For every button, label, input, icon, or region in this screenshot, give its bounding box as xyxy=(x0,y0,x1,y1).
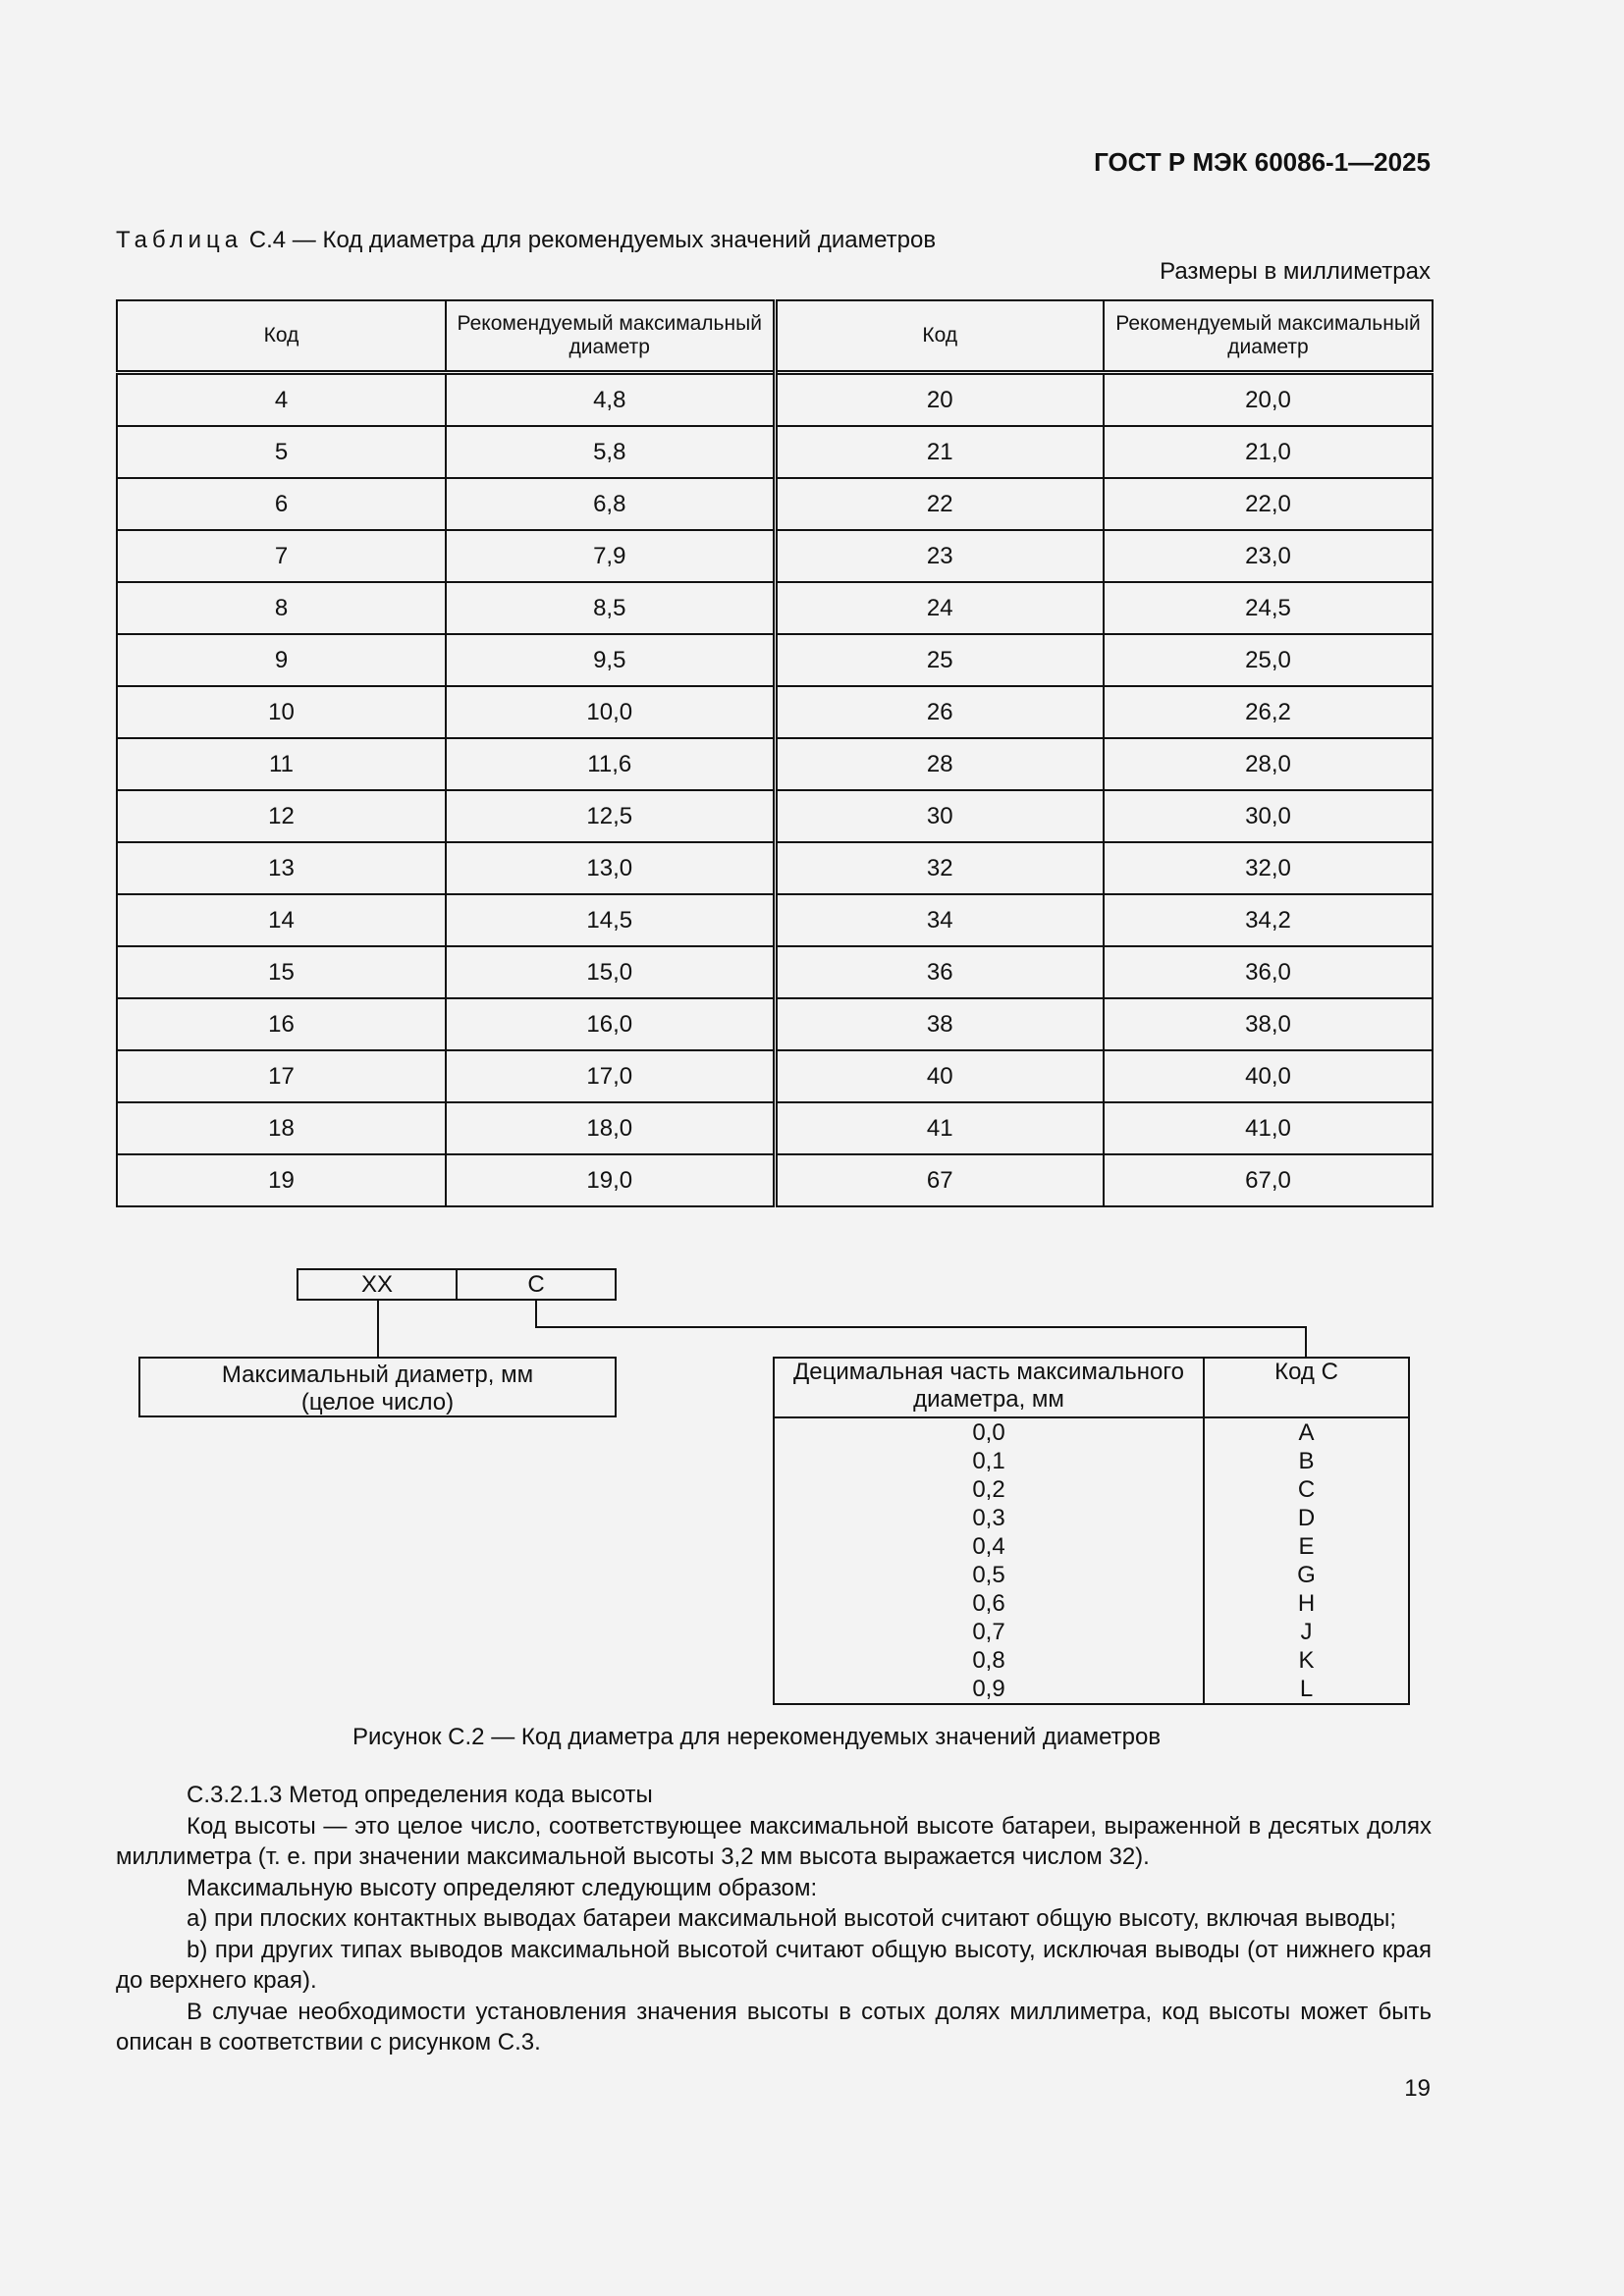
connector-line-right-down xyxy=(535,1300,537,1328)
table-row xyxy=(117,478,1433,530)
cell-diameter: 12,5 xyxy=(446,790,775,842)
cell-code: 16 xyxy=(117,998,446,1050)
cell-code: 14 xyxy=(117,894,446,946)
connector-line-left xyxy=(377,1300,379,1358)
cell-code: 22 xyxy=(775,478,1104,530)
table-units-note: Размеры в миллиметрах xyxy=(1160,258,1431,285)
cell-diameter: 34,2 xyxy=(1104,894,1433,946)
decimal-value: 0,1 xyxy=(972,1448,1005,1474)
code-letter: J xyxy=(1300,1619,1313,1645)
table-row xyxy=(117,998,1433,1050)
cell-diameter: 7,9 xyxy=(446,530,775,582)
cell-diameter: 40,0 xyxy=(1104,1050,1433,1102)
cell-diameter: 36,0 xyxy=(1104,946,1433,998)
cell-diameter: 41,0 xyxy=(1104,1102,1433,1154)
cell-code: 36 xyxy=(775,946,1104,998)
paragraph: В случае необходимости установления значения высоты в сотых долях миллиметра, код высоты может быть описан в соответствии с рисунком С.3. xyxy=(116,1998,1432,2056)
body-text xyxy=(116,1780,1432,2058)
decimal-value: 0,9 xyxy=(972,1676,1005,1702)
code-letter: A xyxy=(1298,1419,1315,1446)
code-part-c: C xyxy=(456,1268,617,1301)
cell-code: 32 xyxy=(775,842,1104,894)
connector-line-right-drop xyxy=(1305,1326,1307,1358)
cell-diameter: 8,5 xyxy=(446,582,775,634)
cell-code: 17 xyxy=(117,1050,446,1102)
cell-diameter: 23,0 xyxy=(1104,530,1433,582)
cell-code: 18 xyxy=(117,1102,446,1154)
cell-diameter: 67,0 xyxy=(1104,1154,1433,1206)
table-row xyxy=(117,530,1433,582)
decimal-code-table xyxy=(773,1357,1410,1705)
cell-code: 26 xyxy=(775,686,1104,738)
table-row xyxy=(117,686,1433,738)
paragraph: Код высоты — это целое число, соответствующее максимальной высоте батареи, выраженной в десятых долях миллиметра (т. е. при значении максимальной высоты 3,2 мм высота выражается числом 32). xyxy=(116,1812,1432,1870)
table-row xyxy=(117,1102,1433,1154)
cell-code: 30 xyxy=(775,790,1104,842)
cell-diameter: 38,0 xyxy=(1104,998,1433,1050)
cell-code: 20 xyxy=(775,373,1104,427)
section-heading: С.3.2.1.3 Метод определения кода высоты xyxy=(187,1782,653,1808)
table-caption xyxy=(116,227,936,254)
cell-diameter: 13,0 xyxy=(446,842,775,894)
table-row xyxy=(117,790,1433,842)
table-row xyxy=(117,1050,1433,1102)
cell-code: 67 xyxy=(775,1154,1104,1206)
cell-code: 24 xyxy=(775,582,1104,634)
decimal-value: 0,8 xyxy=(972,1647,1005,1674)
cell-code: 21 xyxy=(775,426,1104,478)
cell-diameter: 24,5 xyxy=(1104,582,1433,634)
decimal-value: 0,2 xyxy=(972,1476,1005,1503)
code-letter: K xyxy=(1298,1647,1315,1674)
header-diameter: Рекомендуемый максимальный диаметр xyxy=(1104,300,1433,373)
connector-line-horizontal xyxy=(535,1326,1307,1328)
header-code: Код xyxy=(117,300,446,373)
cell-diameter: 18,0 xyxy=(446,1102,775,1154)
decimal-values xyxy=(774,1417,1204,1704)
code-c-header: Код С xyxy=(1204,1358,1409,1417)
cell-diameter: 10,0 xyxy=(446,686,775,738)
table-row xyxy=(117,634,1433,686)
table-row xyxy=(117,738,1433,790)
decimal-table-header xyxy=(774,1358,1409,1417)
code-letter: E xyxy=(1298,1533,1315,1560)
code-letter: B xyxy=(1298,1448,1315,1474)
cell-diameter: 30,0 xyxy=(1104,790,1433,842)
cell-diameter: 28,0 xyxy=(1104,738,1433,790)
cell-diameter: 20,0 xyxy=(1104,373,1433,427)
code-letter: H xyxy=(1297,1590,1316,1617)
cell-diameter: 14,5 xyxy=(446,894,775,946)
cell-diameter: 6,8 xyxy=(446,478,775,530)
paragraph: b) при других типах выводов максимальной высотой считают общую высоту, исключая выводы (от нижнего края до верхнего края). xyxy=(116,1936,1432,1994)
cell-code: 38 xyxy=(775,998,1104,1050)
cell-code: 34 xyxy=(775,894,1104,946)
code-values xyxy=(1204,1417,1409,1704)
paragraph: а) при плоских контактных выводах батареи максимальной высотой считают общую высоту, включая выводы; xyxy=(187,1905,1397,1932)
table-row xyxy=(117,946,1433,998)
cell-code: 13 xyxy=(117,842,446,894)
figure-caption: Рисунок С.2 — Код диаметра для нерекомендуемых значений диаметров xyxy=(352,1724,1162,1750)
cell-code: 25 xyxy=(775,634,1104,686)
decimal-value: 0,7 xyxy=(972,1619,1005,1645)
decimal-value: 0,3 xyxy=(972,1505,1005,1531)
code-letter: D xyxy=(1297,1505,1316,1531)
cell-code: 19 xyxy=(117,1154,446,1206)
cell-diameter: 9,5 xyxy=(446,634,775,686)
header-diameter: Рекомендуемый максимальный диаметр xyxy=(446,300,775,373)
table-body xyxy=(117,373,1433,1207)
cell-code: 12 xyxy=(117,790,446,842)
cell-diameter: 5,8 xyxy=(446,426,775,478)
table-caption-prefix: Таблица xyxy=(116,227,244,253)
decimal-table-values xyxy=(774,1417,1409,1704)
code-letter: G xyxy=(1297,1562,1316,1588)
table-caption-text: С.4 — Код диаметра для рекомендуемых значений диаметров xyxy=(243,227,937,253)
cell-diameter: 17,0 xyxy=(446,1050,775,1102)
cell-code: 10 xyxy=(117,686,446,738)
cell-code: 11 xyxy=(117,738,446,790)
code-letter: C xyxy=(1297,1476,1316,1503)
cell-diameter: 4,8 xyxy=(446,373,775,427)
cell-code: 40 xyxy=(775,1050,1104,1102)
cell-code: 7 xyxy=(117,530,446,582)
cell-diameter: 16,0 xyxy=(446,998,775,1050)
cell-code: 8 xyxy=(117,582,446,634)
table-row xyxy=(117,894,1433,946)
decimal-value: 0,4 xyxy=(972,1533,1005,1560)
cell-diameter: 32,0 xyxy=(1104,842,1433,894)
cell-code: 41 xyxy=(775,1102,1104,1154)
cell-code: 15 xyxy=(117,946,446,998)
cell-diameter: 15,0 xyxy=(446,946,775,998)
paragraph: Максимальную высоту определяют следующим образом: xyxy=(187,1874,818,1901)
table-row xyxy=(117,426,1433,478)
decimal-header: Децимальная часть максимального диаметра, мм xyxy=(774,1358,1204,1417)
cell-diameter: 22,0 xyxy=(1104,478,1433,530)
cell-diameter: 25,0 xyxy=(1104,634,1433,686)
cell-code: 6 xyxy=(117,478,446,530)
table-row xyxy=(117,1154,1433,1206)
code-letter: L xyxy=(1299,1676,1314,1702)
decimal-value: 0,6 xyxy=(972,1590,1005,1617)
cell-diameter: 19,0 xyxy=(446,1154,775,1206)
page-number: 19 xyxy=(1404,2075,1431,2102)
cell-diameter: 11,6 xyxy=(446,738,775,790)
cell-code: 23 xyxy=(775,530,1104,582)
decimal-value: 0,5 xyxy=(972,1562,1005,1588)
table-row xyxy=(117,582,1433,634)
integer-diameter-box: Максимальный диаметр, мм (целое число) xyxy=(138,1357,617,1417)
table-header-row xyxy=(117,300,1433,373)
cell-diameter: 21,0 xyxy=(1104,426,1433,478)
diameter-code-table xyxy=(116,299,1434,1207)
cell-code: 28 xyxy=(775,738,1104,790)
cell-code: 4 xyxy=(117,373,446,427)
code-part-xx: XX xyxy=(297,1268,458,1301)
document-code: ГОСТ Р МЭК 60086-1—2025 xyxy=(1094,147,1431,177)
cell-diameter: 26,2 xyxy=(1104,686,1433,738)
header-code: Код xyxy=(775,300,1104,373)
cell-code: 9 xyxy=(117,634,446,686)
table-row xyxy=(117,842,1433,894)
decimal-value: 0,0 xyxy=(972,1419,1005,1446)
cell-code: 5 xyxy=(117,426,446,478)
table-row xyxy=(117,373,1433,427)
